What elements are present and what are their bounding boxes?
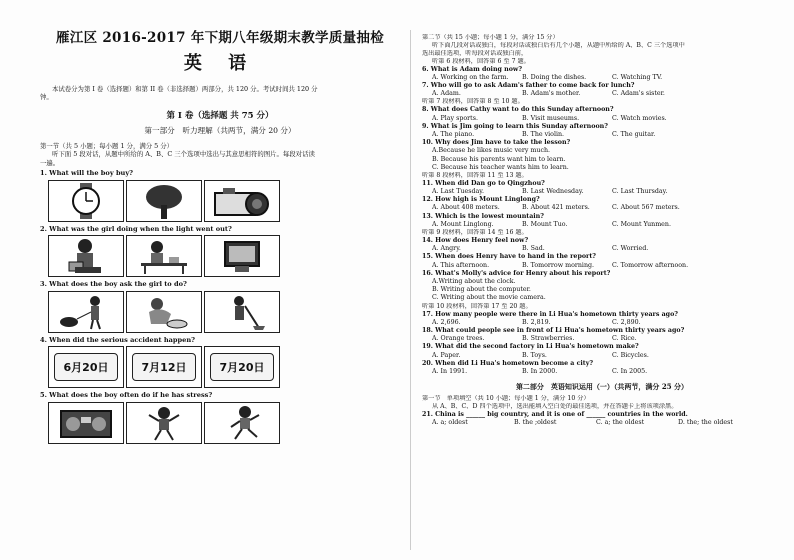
option-row [422, 204, 782, 212]
date-picture-b [126, 346, 202, 388]
q21-option-c: C. a; the oldest [596, 419, 645, 427]
exam-subject: 英 语 [183, 53, 257, 74]
answer-option: A. Mount Linglong. [432, 220, 494, 228]
part2-instruction: 从 A、B、C、D 四个选项中，选出能填入空白处的最佳选项，并在答题卡上将该项涂黑。 [432, 403, 678, 411]
option-row [422, 188, 782, 196]
listening-question: 11. When did Dan go to Qingzhou? [422, 179, 545, 187]
listening-question: 7. Who will go to ask Adam's father to come back for lunch? [422, 82, 635, 90]
option-row [422, 368, 782, 376]
cleaning-picture [126, 291, 202, 333]
part2-title: 第二部分 英语知识运用（一）（共两节，满分 25 分） [515, 382, 689, 392]
q21-option-d: D. the; the oldest [678, 419, 733, 427]
listening-items [422, 66, 782, 377]
listening-question: 13. Which is the lowest mountain? [422, 212, 544, 220]
date-label-c: 7月20日 [210, 353, 274, 381]
desk-girl-picture [126, 235, 202, 277]
answer-option: B. Tomorrow morning. [522, 261, 595, 269]
option-row [422, 319, 782, 327]
answer-option: B. The violin. [522, 130, 565, 138]
answer-option: A. Orange trees. [432, 335, 485, 343]
answer-option: A. Angry. [432, 245, 461, 253]
listening-question: 18. What could people see in front of Li Hua's hometown thirty years ago? [422, 326, 685, 334]
material-note: 听第 8 段材料，回答第 11 至 13 题。 [422, 171, 528, 179]
answer-option: C. Rice. [612, 335, 637, 343]
answer-option: B. In 2000. [522, 367, 558, 375]
answer-option: C. Adam's sister. [612, 90, 665, 98]
answer-option: B. Writing about the computer. [432, 286, 531, 294]
answer-option: B. About 421 meters. [522, 204, 590, 212]
tv-picture [204, 235, 280, 277]
question-1: 1. What will the boy buy? [40, 169, 134, 178]
section1-instruction-2: 一遍。 [40, 158, 60, 167]
question-4: 4. When did the serious accident happen? [40, 335, 195, 344]
material-note: 听第 9 段材料，回答第 14 至 16 题。 [422, 229, 528, 237]
option-row [422, 335, 782, 343]
section1-instruction-1: 听下面 5 段对话，从题中所给的 A、B、C 三个选项中选出与其意思相符的图片。每段对话读 [52, 150, 315, 159]
answer-option: C. The guitar. [612, 130, 656, 138]
listening-question: 15. When does Henry have to hand in the report? [422, 253, 596, 261]
question-2: 2. What was the girl doing when the light went out? [40, 224, 232, 233]
answer-option: B. Adam's mother. [522, 90, 581, 98]
answer-option: C. Bicycles. [612, 351, 649, 359]
material-note: 听第 7 段材料，回答第 8 至 10 题。 [422, 98, 524, 106]
listening-question: 8. What does Cathy want to do this Sunday afternoon? [422, 106, 614, 114]
q21-option-a: A. a; oldest [432, 419, 468, 427]
answer-option: C. Tomorrow afternoon. [612, 261, 689, 269]
option-row [422, 352, 782, 360]
answer-option: B. Because his parents want him to learn. [432, 155, 566, 163]
answer-option: A. Paper. [432, 351, 461, 359]
answer-option: A. The piano. [432, 130, 475, 138]
listening-question: 19. What did the second factory in Li Hua's hometown make? [422, 343, 639, 351]
section2-title: 第二节（共 15 小题；每小题 1 分，满分 15 分） [422, 34, 559, 41]
answer-option: C. Watch movies. [612, 114, 667, 122]
answer-option: B. Visit museums. [522, 114, 580, 122]
answer-option: C. Writing about the movie camera. [432, 294, 546, 302]
intro-line-1: 本试卷分为第 I 卷（选择题）和第 II 卷（非选择题）两部分，共 120 分。考试时间共 120 分 [52, 85, 318, 93]
question-1-pictures [48, 180, 400, 222]
answer-option: A.Writing about the clock. [432, 278, 516, 286]
running-boy-picture [204, 402, 280, 444]
option-row [422, 245, 782, 253]
material-note: 听第 10 段材料，回答第 17 至 20 题。 [422, 302, 532, 310]
answer-option: A. Last Tuesday. [432, 188, 484, 196]
question-3-pictures [48, 291, 400, 333]
answer-option: C. About 567 meters. [612, 204, 680, 212]
q21-option-b: B. the ;oldest [514, 419, 557, 427]
answer-option: B. Mount Tuo. [522, 220, 568, 228]
camera-picture [204, 180, 280, 222]
answer-option: C. In 2005. [612, 367, 648, 375]
tree-picture [126, 180, 202, 222]
part1-title: 第一部分 听力理解（共两节，满分 20 分） [144, 125, 296, 135]
listening-question: 9. What is Jim going to learn this Sunday afternoon? [422, 122, 608, 130]
sweeping-picture [204, 291, 280, 333]
option-row [422, 74, 782, 82]
listening-question: 17. How many people were there in Li Hua's hometown thirty years ago? [422, 310, 678, 318]
date-label-a: 6月20日 [54, 353, 118, 381]
answer-option: A. Play sports. [432, 114, 478, 122]
answer-option: A.Because he likes music very much. [432, 147, 551, 155]
answer-option: C. 2,890. [612, 318, 641, 326]
answer-option: A. In 1991. [432, 367, 468, 375]
answer-option: A. This afternoon. [432, 261, 490, 269]
answer-option: A. Adam. [432, 90, 461, 98]
walk-dog-picture [48, 291, 124, 333]
question-3: 3. What does the boy ask the girl to do? [40, 280, 187, 289]
reading-girl-picture [48, 235, 124, 277]
date-label-b: 7月12日 [132, 353, 196, 381]
right-column [422, 34, 782, 556]
section2-instruction-2: 选出最佳选项，听每段对话或独白前， [422, 49, 528, 57]
music-picture [48, 402, 124, 444]
option-row [422, 221, 782, 229]
answer-option: B. Strawberries. [522, 335, 575, 343]
answer-option: C. Mount Yunmen. [612, 220, 671, 228]
listening-question: 16. What's Molly's advice for Henry about his report? [422, 269, 611, 277]
listening-question: 20. When did Li Hua's hometown become a city? [422, 359, 594, 367]
answer-option: A. About 408 meters. [432, 204, 500, 212]
answer-option: C. Last Thursday. [612, 188, 668, 196]
watch-picture [48, 180, 124, 222]
question-5-pictures [48, 402, 400, 444]
listening-question: 12. How high is Mount Linglong? [422, 196, 540, 204]
paper1-title: 第 I 卷（选择题 共 75 分） [166, 110, 274, 121]
question-4-pictures [48, 346, 400, 388]
question-21-options [422, 419, 782, 427]
part2-section1-title: 第一节 单项填空（共 10 小题；每小题 1 分，满分 10 分） [422, 395, 590, 403]
listening-question: 14. How does Henry feel now? [422, 237, 529, 244]
answer-option: B. Sad. [522, 245, 545, 253]
section1-title: 第一节（共 5 小题；每小题 1 分，满分 5 分） [40, 141, 174, 150]
option-row [422, 115, 782, 123]
answer-option: C. Because his teacher wants him to learn. [432, 163, 569, 171]
answer-option: C. Watching TV. [612, 73, 663, 81]
date-picture-c [204, 346, 280, 388]
intro-line-2: 钟。 [40, 93, 53, 102]
listening-question: 6. What is Adam doing now? [422, 65, 523, 73]
section2-instruction-1: 听下面几段对话或独白，每段对话或独白后有几个小题，从题中所给的 A、B、C 三个选项中 [432, 41, 685, 49]
option-row [422, 262, 782, 270]
question-21: 21. China is ______ big country, and it is one of ______ countries in the world. [422, 410, 688, 418]
option-row [422, 90, 782, 98]
answer-option: B. Toys. [522, 351, 547, 359]
left-column [40, 30, 400, 555]
date-picture-a [48, 346, 124, 388]
answer-option: A. 2,696. [432, 318, 461, 326]
question-5: 5. What does the boy often do if he has stress? [40, 391, 213, 400]
jumping-boy-picture [126, 402, 202, 444]
listening-question: 10. Why does Jim have to take the lesson? [422, 139, 571, 147]
section2-instruction-3: 听第 6 段材料，回答第 6 至 7 题。 [432, 57, 530, 65]
answer-option: B. 2,819. [522, 318, 551, 326]
answer-option: B. Last Wednesday. [522, 188, 584, 196]
answer-option: B. Doing the dishes. [522, 73, 587, 81]
exam-title: 雁江区 2016-2017 年下期八年级期末教学质量抽检 [55, 30, 385, 46]
answer-option: A. Working on the farm. [432, 73, 509, 81]
option-row [422, 131, 782, 139]
question-2-pictures [48, 235, 400, 277]
column-divider [410, 30, 411, 550]
answer-option: C. Worried. [612, 245, 649, 253]
